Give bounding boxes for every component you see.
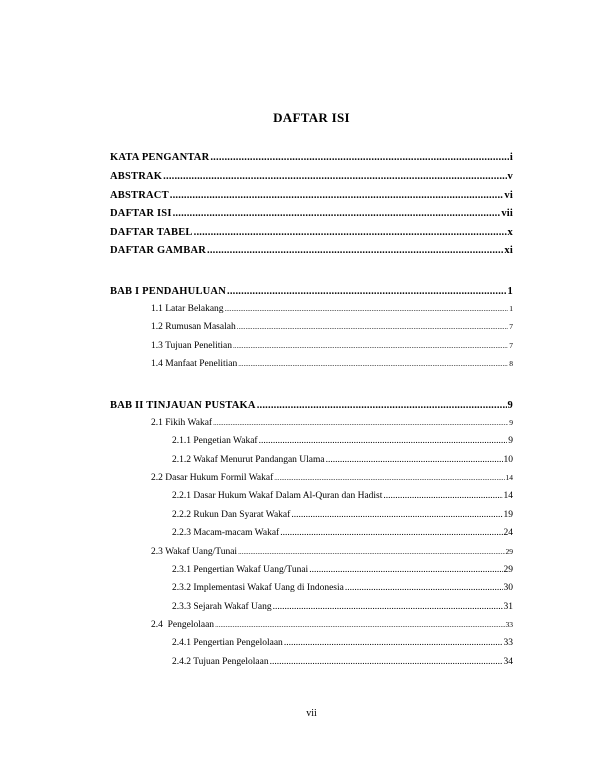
leader-dots (273, 602, 503, 612)
toc-entry-label: 2.1 Fikih Wakaf (151, 418, 213, 428)
toc-entry-label: DAFTAR GAMBAR (110, 245, 207, 256)
leader-dots (213, 419, 508, 427)
toc-entry-2-2-1[interactable] (172, 491, 513, 501)
leader-dots (345, 583, 503, 593)
leader-dots (210, 152, 509, 163)
toc-entry-page: 1 (507, 286, 513, 297)
toc-entry-daftar-isi[interactable] (110, 208, 513, 219)
toc-entry-daftar-gambar[interactable] (110, 245, 513, 256)
toc-entry-label: 2.4.1 Pengertian Pengelolaan (172, 638, 283, 648)
toc-entry-page: v (507, 171, 513, 182)
toc-entry-page: vi (504, 190, 513, 201)
leader-dots (233, 342, 508, 350)
toc-entry-page: 33 (503, 638, 513, 648)
toc-entry-1-4[interactable] (151, 359, 513, 369)
toc-entry-2-1-2[interactable] (172, 455, 513, 465)
toc-entry-2-3-1[interactable] (172, 565, 513, 575)
toc-entry-label: ABSTRAK (110, 171, 163, 182)
leader-dots (215, 621, 504, 629)
toc-entry-2-1[interactable] (151, 418, 513, 428)
toc-entry-2-3-3[interactable] (172, 602, 513, 612)
toc-entry-label: 2.1.1 Pengetian Wakaf (172, 436, 258, 446)
toc-entry-page: 29 (505, 547, 513, 556)
toc-entry-2-3[interactable] (151, 547, 513, 557)
toc-entry-page: x (507, 227, 513, 238)
toc-entry-page: 29 (503, 565, 513, 575)
page-number: vii (306, 708, 317, 719)
toc-entry-page: 9 (507, 400, 513, 411)
toc-entry-bab-2[interactable] (110, 400, 513, 411)
toc-entry-page: 24 (503, 528, 513, 538)
toc-entry-1-2[interactable] (151, 322, 513, 332)
toc-entry-page: xi (504, 245, 513, 256)
toc-entry-label: 2.2 Dasar Hukum Formil Wakaf (151, 473, 274, 483)
toc-entry-1-1[interactable] (151, 304, 513, 314)
toc-entry-kata-pengantar[interactable] (110, 152, 513, 163)
leader-dots (163, 171, 506, 182)
leader-dots (238, 548, 504, 556)
toc-entry-label: 2.3.3 Sejarah Wakaf Uang (172, 602, 272, 612)
toc-entry-2-4[interactable] (151, 620, 513, 630)
toc-entry-label: 1.2 Rumusan Masalah (151, 322, 236, 332)
toc-entry-label: 2.1.2 Wakaf Menurut Pandangan Ulama (172, 455, 325, 465)
leader-dots (237, 323, 509, 331)
toc-entry-page: 7 (509, 322, 513, 331)
toc-entry-label: 2.2.2 Rukun Dan Syarat Wakaf (172, 510, 291, 520)
toc-entry-label: DAFTAR ISI (110, 208, 172, 219)
leader-dots (291, 510, 502, 520)
toc-entry-page: 14 (503, 491, 513, 501)
toc-entry-page: 33 (505, 620, 513, 629)
toc-entry-bab-1[interactable] (110, 286, 513, 297)
toc-entry-page: 19 (503, 510, 513, 520)
toc-entry-label: 2.2.1 Dasar Hukum Wakaf Dalam Al-Quran dan Hadist (172, 491, 383, 501)
toc-entry-label: 2.4.2 Tujuan Pengelolaan (172, 657, 269, 667)
leader-dots (274, 474, 504, 482)
toc-entry-label: BAB I PENDAHULUAN (110, 286, 226, 297)
toc-entry-label: 2.3.1 Pengertian Wakaf Uang/Tunai (172, 565, 309, 575)
leader-dots (270, 657, 503, 667)
toc-entry-2-2-2[interactable] (172, 510, 513, 520)
toc-entry-page: i (509, 152, 513, 163)
toc-entry-label: ABSTRACT (110, 190, 169, 201)
leader-dots (257, 400, 507, 411)
toc-entry-2-1-1[interactable] (172, 436, 513, 446)
leader-dots (280, 528, 502, 538)
toc-entry-page: 31 (503, 602, 513, 612)
leader-dots (170, 190, 504, 201)
leader-dots (309, 565, 502, 575)
leader-dots (173, 208, 501, 219)
toc-entry-label: 1.4 Manfaat Penelitian (151, 359, 238, 369)
toc-entry-label: 2.3 Wakaf Uang/Tunai (151, 547, 238, 557)
leader-dots (238, 360, 508, 368)
leader-dots (227, 286, 507, 297)
toc-entry-abstract[interactable] (110, 190, 513, 201)
toc-entry-1-3[interactable] (151, 341, 513, 351)
page-title: DAFTAR ISI (273, 110, 350, 125)
toc-entry-2-2-3[interactable] (172, 528, 513, 538)
toc-entry-2-4-1[interactable] (172, 638, 513, 648)
toc-entry-page: vii (501, 208, 513, 219)
toc-entry-label: 2.4 Pengelolaan (151, 620, 215, 630)
toc-entry-page: 34 (503, 657, 513, 667)
toc-entry-label: 1.3 Tujuan Penelitian (151, 341, 233, 351)
toc-entry-page: 1 (509, 304, 513, 313)
leader-dots (259, 436, 508, 446)
toc-entry-label: BAB II TINJAUAN PUSTAKA (110, 400, 256, 411)
toc-entry-label: 2.3.2 Implementasi Wakaf Uang di Indonesia (172, 583, 344, 593)
toc-entry-page: 9 (509, 418, 513, 427)
toc-entry-abstrak[interactable] (110, 171, 513, 182)
leader-dots (284, 638, 503, 648)
leader-dots (207, 245, 503, 256)
toc-entry-label: DAFTAR TABEL (110, 227, 193, 238)
toc-entry-daftar-tabel[interactable] (110, 227, 513, 238)
toc-entry-2-2[interactable] (151, 473, 513, 483)
leader-dots (326, 455, 503, 465)
toc-entry-page: 14 (505, 473, 513, 482)
toc-entry-page: 30 (503, 583, 513, 593)
toc-entry-page: 10 (503, 455, 513, 465)
toc-entry-page: 7 (509, 341, 513, 350)
toc-entry-label: 1.1 Latar Belakang (151, 304, 224, 314)
toc-entry-2-3-2[interactable] (172, 583, 513, 593)
toc-entry-page: 8 (509, 359, 513, 368)
toc-entry-page: 9 (508, 436, 513, 446)
toc-entry-label: 2.2.3 Macam-macam Wakaf (172, 528, 280, 538)
toc-entry-label: KATA PENGANTAR (110, 152, 210, 163)
leader-dots (194, 227, 507, 238)
leader-dots (225, 305, 509, 313)
toc-entry-2-4-2[interactable] (172, 657, 513, 667)
leader-dots (383, 491, 502, 501)
